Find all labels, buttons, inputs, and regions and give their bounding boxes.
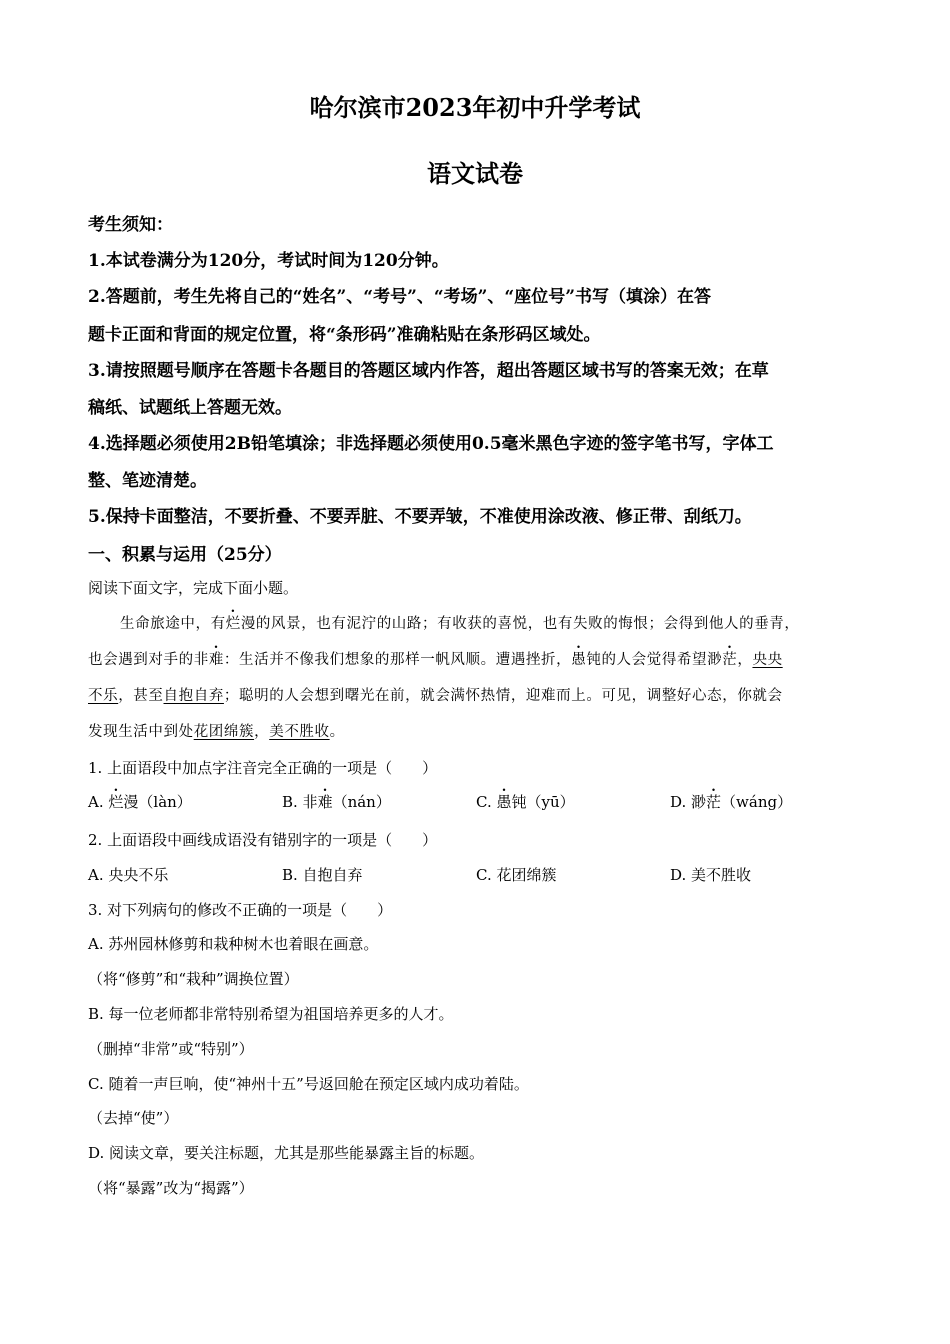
- option-c[interactable]: C. 愚钝（yū）: [476, 793, 575, 811]
- passage-line-4: 发现生活中到处花团绵簇，美不胜收。: [88, 724, 345, 740]
- underlined-idiom: 美不胜收: [269, 724, 330, 740]
- notice-item-3: 3.请按照题号顺序在答题卡各题目的答题区域内作答，超出答题区域书写的答案无效；在草: [88, 361, 769, 381]
- option-a[interactable]: A. 央央不乐: [88, 866, 169, 884]
- option-a[interactable]: A. 苏州园林修剪和栽种树木也着眼在画意。: [88, 935, 379, 953]
- option-b[interactable]: B. 非难（nán）: [282, 793, 391, 811]
- notice-item-1: 1.本试卷满分为120分，考试时间为120分钟。: [88, 251, 449, 271]
- option-a-fix: （将“修剪”和“栽种”调换位置）: [88, 970, 299, 988]
- option-b[interactable]: B. 自抱自弃: [282, 866, 363, 884]
- option-c-fix: （去掉“使”）: [88, 1109, 179, 1127]
- question-3-stem: 3. 对下列病句的修改不正确的一项是（ ）: [88, 901, 393, 919]
- option-d-fix: （将“暴露”改为“揭露”）: [88, 1179, 254, 1197]
- dotted-char: 难: [208, 652, 224, 668]
- option-d[interactable]: D. 阅读文章，要关注标题，尤其是那些能暴露主旨的标题。: [88, 1144, 485, 1162]
- option-d[interactable]: D. 渺茫（wáng）: [670, 793, 793, 811]
- option-c[interactable]: C. 随着一声巨响，使“神州十五”号返回舱在预定区域内成功着陆。: [88, 1075, 529, 1093]
- notice-item-4: 4.选择题必须使用2B铅笔填涂；非选择题必须使用0.5毫米黑色字迹的签字笔书写，字体工: [88, 434, 774, 454]
- dotted-char: 茫: [722, 652, 738, 668]
- notice-item-2: 2.答题前，考生先将自己的“姓名”、“考号”、“考场”、“座位号”书写（填涂）在答: [88, 287, 711, 307]
- passage-line-1: 生命旅途中，有烂漫的风景，也有泥泞的山路；有收获的喜悦，也有失败的悔恨；会得到他人的垂青，: [120, 612, 800, 633]
- passage-line-2: 也会遇到对手的非难：生活并不像我们想象的那样一帆风顺。遭遇挫折，愚钝的人会觉得希望渺茫，央央: [88, 648, 783, 669]
- section-heading: 一、积累与运用（25分）: [88, 545, 282, 565]
- notice-item-5: 5.保持卡面整洁，不要折叠、不要弄脏、不要弄皱，不准使用涂改液、修正带、刮纸刀。: [88, 507, 752, 527]
- notice-item-3-cont: 稿纸、试题纸上答题无效。: [88, 398, 292, 418]
- underlined-idiom: 央央: [752, 652, 783, 668]
- option-d[interactable]: D. 美不胜收: [670, 866, 752, 884]
- question-2-stem: 2. 上面语段中画线成语没有错别字的一项是（ ）: [88, 831, 438, 849]
- option-b[interactable]: B. 每一位老师都非常特别希望为祖国培养更多的人才。: [88, 1005, 454, 1023]
- exam-title: 哈尔滨市2023年初中升学考试: [309, 93, 641, 122]
- option-c[interactable]: C. 花团绵簇: [476, 866, 557, 884]
- dotted-char: 烂: [225, 616, 241, 632]
- dotted-char: 愚: [571, 652, 587, 668]
- notice-item-2-cont: 题卡正面和背面的规定位置，将“条形码”准确粘贴在条形码区域处。: [88, 325, 601, 345]
- underlined-idiom: 花团绵簇: [193, 724, 255, 740]
- notice-heading: 考生须知：: [88, 215, 173, 235]
- section-instruction: 阅读下面文字，完成下面小题。: [88, 579, 299, 597]
- exam-subtitle: 语文试卷: [427, 159, 523, 188]
- underlined-idiom: 不乐: [88, 688, 119, 704]
- passage-line-3: 不乐，甚至自抱自弃；聪明的人会想到曙光在前，就会满怀热情，迎难而上。可见，调整好心态，你就会: [88, 688, 783, 704]
- underlined-idiom: 自抱自弃: [163, 688, 224, 704]
- option-a[interactable]: A. 烂漫（làn）: [88, 793, 192, 811]
- notice-item-4-cont: 整、笔迹清楚。: [88, 471, 207, 491]
- question-1-stem: 1. 上面语段中加点字注音完全正确的一项是（ ）: [88, 759, 438, 777]
- option-b-fix: （删掉“非常”或“特别”）: [88, 1040, 254, 1058]
